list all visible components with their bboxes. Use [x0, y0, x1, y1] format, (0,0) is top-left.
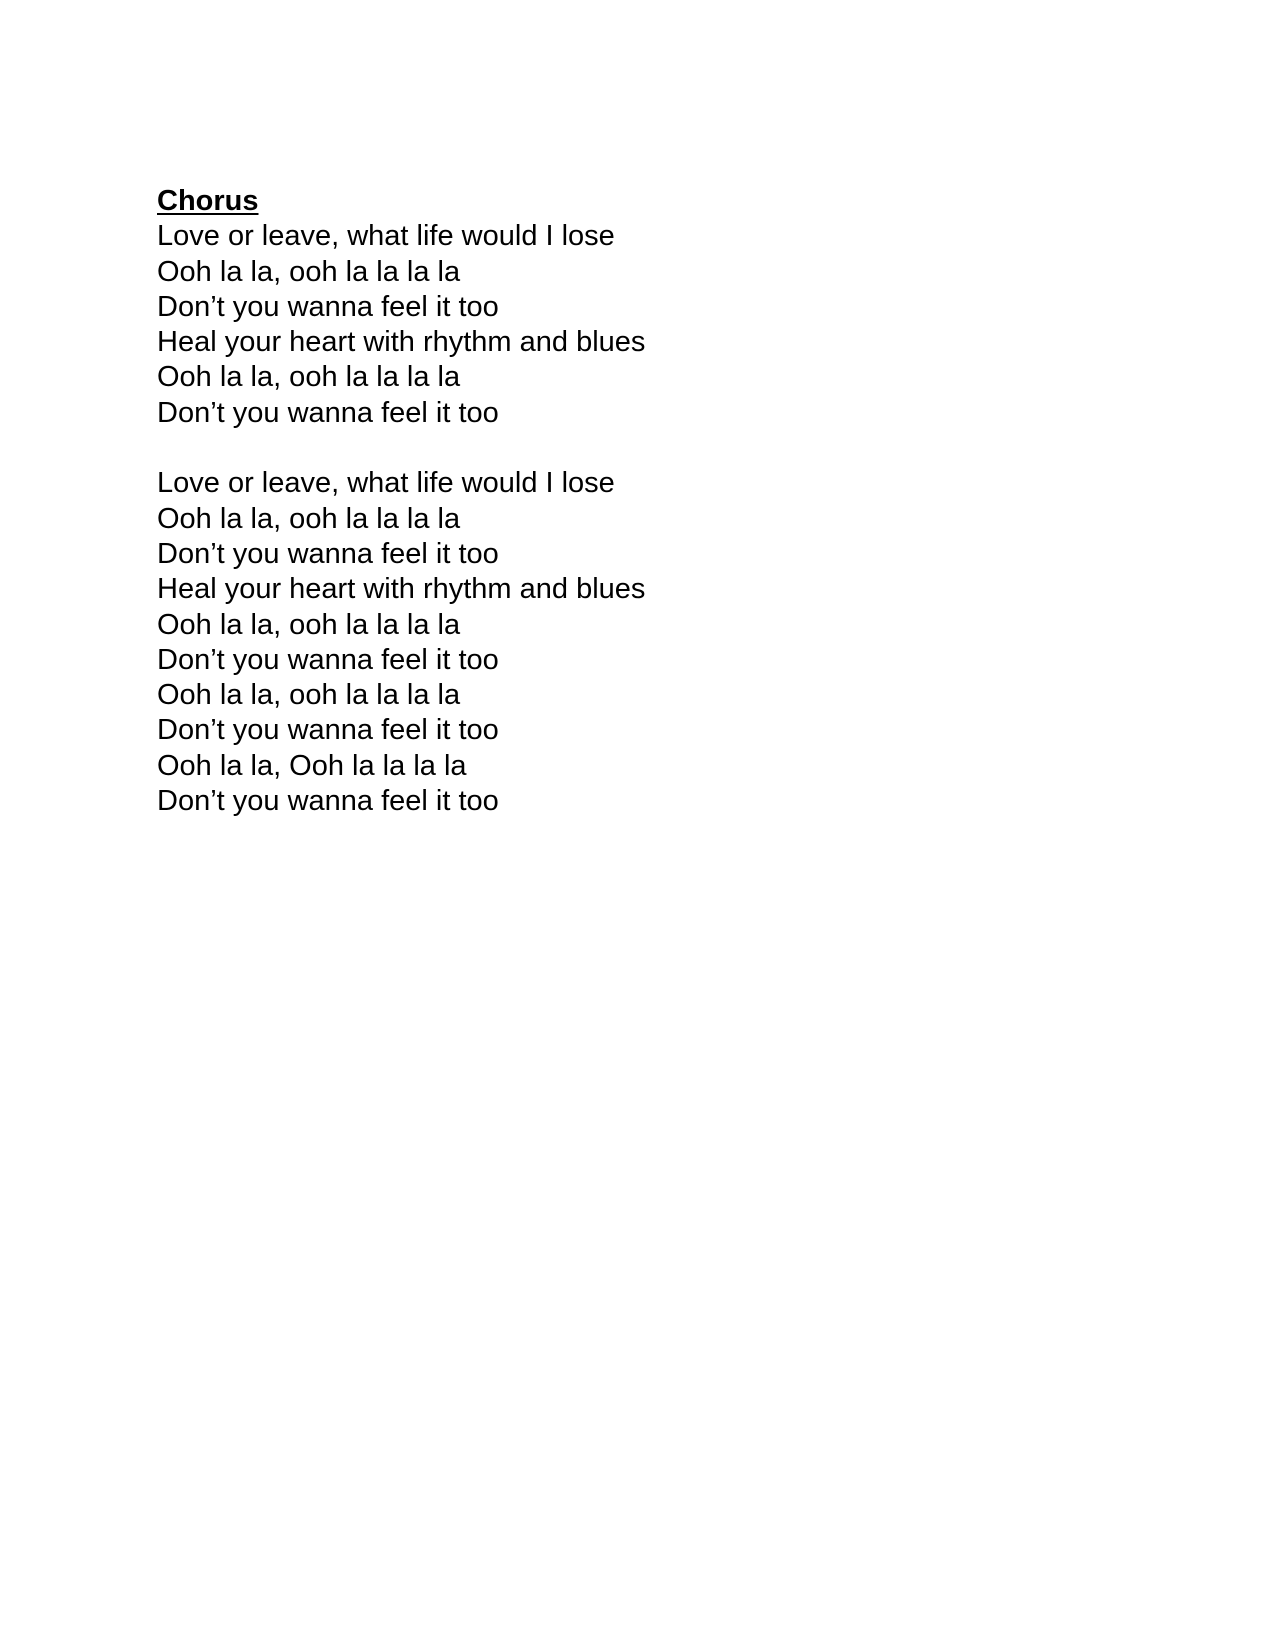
- lyric-line: Heal your heart with rhythm and blues: [157, 326, 646, 359]
- lyric-line: Love or leave, what life would I lose: [157, 220, 615, 253]
- stanza-1: [157, 219, 645, 431]
- stanza-2: [157, 466, 645, 819]
- lyric-line: Ooh la la, ooh la la la la: [157, 679, 461, 712]
- lyric-line: Don’t you wanna feel it too: [157, 714, 499, 747]
- lyric-line: Don’t you wanna feel it too: [157, 396, 499, 429]
- lyric-line: Ooh la la, ooh la la la la: [157, 255, 461, 288]
- section-heading: Chorus: [157, 185, 259, 217]
- lyric-line: Heal your heart with rhythm and blues: [157, 573, 646, 606]
- lyric-line: Don’t you wanna feel it too: [157, 643, 499, 676]
- lyric-line: Ooh la la, ooh la la la la: [157, 502, 461, 535]
- lyric-line: Don’t you wanna feel it too: [157, 290, 499, 323]
- lyric-line: Love or leave, what life would I lose: [157, 467, 615, 500]
- lyric-line: Ooh la la, ooh la la la la: [157, 361, 461, 394]
- lyrics-block: [157, 184, 645, 819]
- lyric-line: Don’t you wanna feel it too: [157, 537, 499, 570]
- lyric-line: Ooh la la, Ooh la la la la: [157, 749, 467, 782]
- lyric-line: Don’t you wanna feel it too: [157, 785, 499, 818]
- lyric-line: Ooh la la, ooh la la la la: [157, 608, 461, 641]
